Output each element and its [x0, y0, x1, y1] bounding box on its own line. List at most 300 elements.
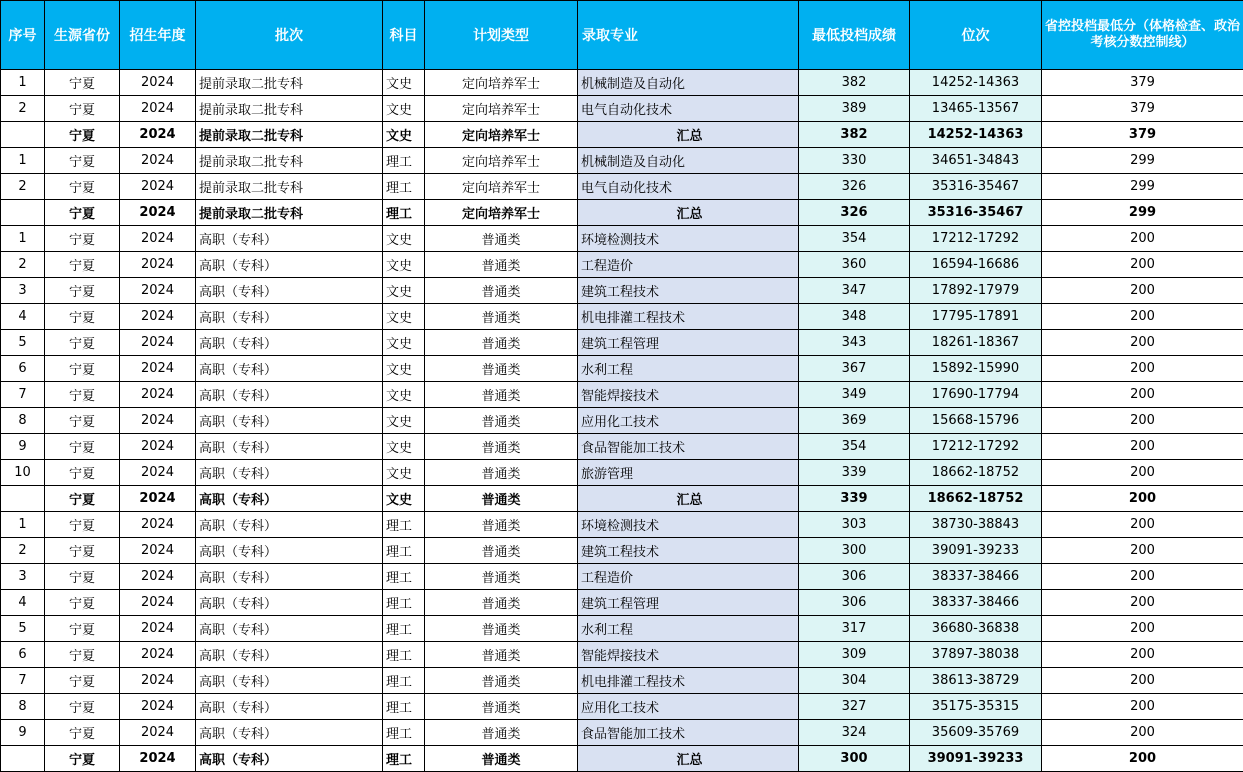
cell-subject[interactable]: 文史: [383, 356, 425, 382]
cell-control-line[interactable]: 200: [1042, 590, 1243, 616]
cell-major[interactable]: 旅游管理: [578, 460, 799, 486]
cell-seq[interactable]: 3: [1, 564, 45, 590]
cell-major[interactable]: 建筑工程技术: [578, 538, 799, 564]
cell-batch[interactable]: 提前录取二批专科: [196, 122, 383, 148]
cell-control-line[interactable]: 200: [1042, 746, 1243, 772]
cell-min-score[interactable]: 324: [799, 720, 910, 746]
table-row: [1, 590, 1243, 616]
cell-plan-type[interactable]: 普通类: [425, 564, 578, 590]
cell-province[interactable]: 宁夏: [45, 460, 120, 486]
cell-year[interactable]: 2024: [120, 694, 196, 720]
cell-control-line[interactable]: 299: [1042, 148, 1243, 174]
cell-subject[interactable]: 文史: [383, 226, 425, 252]
cell-min-score[interactable]: 306: [799, 564, 910, 590]
cell-rank[interactable]: 17212-17292: [910, 434, 1042, 460]
cell-year[interactable]: 2024: [120, 642, 196, 668]
cell-batch[interactable]: 高职（专科）: [196, 694, 383, 720]
cell-min-score[interactable]: 330: [799, 148, 910, 174]
cell-province[interactable]: 宁夏: [45, 434, 120, 460]
cell-province[interactable]: 宁夏: [45, 590, 120, 616]
cell-min-score[interactable]: 309: [799, 642, 910, 668]
cell-plan-type[interactable]: 普通类: [425, 226, 578, 252]
header-control-line[interactable]: 省控投档最低分（体格检查、政治考核分数控制线）: [1042, 1, 1243, 70]
cell-control-line[interactable]: 200: [1042, 382, 1243, 408]
cell-control-line[interactable]: 200: [1042, 460, 1243, 486]
cell-year[interactable]: 2024: [120, 304, 196, 330]
cell-year[interactable]: 2024: [120, 434, 196, 460]
cell-seq[interactable]: [1, 122, 45, 148]
cell-year[interactable]: 2024: [120, 174, 196, 200]
cell-seq[interactable]: 6: [1, 642, 45, 668]
cell-year[interactable]: 2024: [120, 720, 196, 746]
cell-batch[interactable]: 高职（专科）: [196, 304, 383, 330]
cell-province[interactable]: 宁夏: [45, 122, 120, 148]
cell-subject[interactable]: 文史: [383, 434, 425, 460]
cell-year[interactable]: 2024: [120, 486, 196, 512]
cell-control-line[interactable]: 200: [1042, 538, 1243, 564]
cell-province[interactable]: 宁夏: [45, 668, 120, 694]
cell-rank[interactable]: 15892-15990: [910, 356, 1042, 382]
cell-rank[interactable]: 17795-17891: [910, 304, 1042, 330]
cell-min-score[interactable]: 389: [799, 96, 910, 122]
cell-year[interactable]: 2024: [120, 746, 196, 772]
cell-subject[interactable]: 理工: [383, 616, 425, 642]
cell-batch[interactable]: 高职（专科）: [196, 382, 383, 408]
cell-control-line[interactable]: 200: [1042, 512, 1243, 538]
cell-plan-type[interactable]: 普通类: [425, 642, 578, 668]
cell-plan-type[interactable]: 普通类: [425, 616, 578, 642]
cell-seq[interactable]: 7: [1, 382, 45, 408]
table-row: [1, 564, 1243, 590]
cell-control-line[interactable]: 200: [1042, 694, 1243, 720]
cell-subject[interactable]: 文史: [383, 96, 425, 122]
cell-province[interactable]: 宁夏: [45, 252, 120, 278]
cell-year[interactable]: 2024: [120, 616, 196, 642]
cell-province[interactable]: 宁夏: [45, 512, 120, 538]
cell-seq[interactable]: 9: [1, 434, 45, 460]
cell-control-line[interactable]: 200: [1042, 486, 1243, 512]
cell-seq[interactable]: 1: [1, 148, 45, 174]
cell-major[interactable]: 环境检测技术: [578, 226, 799, 252]
cell-year[interactable]: 2024: [120, 382, 196, 408]
cell-control-line[interactable]: 200: [1042, 564, 1243, 590]
cell-control-line[interactable]: 200: [1042, 356, 1243, 382]
cell-rank[interactable]: 35609-35769: [910, 720, 1042, 746]
table-row: [1, 460, 1243, 486]
header-major[interactable]: 录取专业: [578, 1, 799, 70]
cell-major[interactable]: 工程造价: [578, 564, 799, 590]
cell-min-score[interactable]: 348: [799, 304, 910, 330]
cell-major[interactable]: 机械制造及自动化: [578, 70, 799, 96]
cell-subject[interactable]: 理工: [383, 538, 425, 564]
cell-province[interactable]: 宁夏: [45, 642, 120, 668]
header-rank[interactable]: 位次: [910, 1, 1042, 70]
cell-control-line[interactable]: 200: [1042, 408, 1243, 434]
table-row: [1, 720, 1243, 746]
cell-min-score[interactable]: 367: [799, 356, 910, 382]
cell-province[interactable]: 宁夏: [45, 616, 120, 642]
cell-batch[interactable]: 高职（专科）: [196, 538, 383, 564]
cell-rank[interactable]: 17892-17979: [910, 278, 1042, 304]
cell-subject[interactable]: 文史: [383, 486, 425, 512]
cell-major[interactable]: 汇总: [578, 746, 799, 772]
cell-seq[interactable]: 2: [1, 538, 45, 564]
cell-min-score[interactable]: 339: [799, 460, 910, 486]
cell-major[interactable]: 水利工程: [578, 356, 799, 382]
cell-plan-type[interactable]: 普通类: [425, 720, 578, 746]
cell-year[interactable]: 2024: [120, 226, 196, 252]
cell-plan-type[interactable]: 定向培养军士: [425, 148, 578, 174]
cell-subject[interactable]: 文史: [383, 278, 425, 304]
table-body: [1, 70, 1243, 772]
cell-seq[interactable]: 10: [1, 460, 45, 486]
cell-plan-type[interactable]: 普通类: [425, 590, 578, 616]
cell-min-score[interactable]: 300: [799, 746, 910, 772]
cell-control-line[interactable]: 379: [1042, 70, 1243, 96]
cell-major[interactable]: 智能焊接技术: [578, 642, 799, 668]
cell-year[interactable]: 2024: [120, 512, 196, 538]
table-row: [1, 538, 1243, 564]
cell-year[interactable]: 2024: [120, 330, 196, 356]
cell-major[interactable]: 应用化工技术: [578, 694, 799, 720]
cell-province[interactable]: 宁夏: [45, 538, 120, 564]
cell-year[interactable]: 2024: [120, 148, 196, 174]
cell-subject[interactable]: 文史: [383, 382, 425, 408]
cell-seq[interactable]: 4: [1, 590, 45, 616]
cell-rank[interactable]: 35316-35467: [910, 174, 1042, 200]
cell-min-score[interactable]: 300: [799, 538, 910, 564]
header-province[interactable]: 生源省份: [45, 1, 120, 70]
cell-subject[interactable]: 文史: [383, 330, 425, 356]
cell-batch[interactable]: 高职（专科）: [196, 746, 383, 772]
cell-province[interactable]: 宁夏: [45, 148, 120, 174]
cell-control-line[interactable]: 200: [1042, 252, 1243, 278]
cell-batch[interactable]: 提前录取二批专科: [196, 200, 383, 226]
cell-batch[interactable]: 高职（专科）: [196, 226, 383, 252]
cell-subject[interactable]: 理工: [383, 694, 425, 720]
cell-seq[interactable]: 8: [1, 408, 45, 434]
cell-batch[interactable]: 提前录取二批专科: [196, 96, 383, 122]
cell-major[interactable]: 机电排灌工程技术: [578, 304, 799, 330]
cell-plan-type[interactable]: 普通类: [425, 746, 578, 772]
cell-seq[interactable]: [1, 486, 45, 512]
cell-major[interactable]: 食品智能加工技术: [578, 434, 799, 460]
cell-year[interactable]: 2024: [120, 668, 196, 694]
cell-control-line[interactable]: 200: [1042, 668, 1243, 694]
cell-rank[interactable]: 38730-38843: [910, 512, 1042, 538]
cell-subject[interactable]: 文史: [383, 408, 425, 434]
cell-min-score[interactable]: 326: [799, 174, 910, 200]
cell-rank[interactable]: 15668-15796: [910, 408, 1042, 434]
header-batch[interactable]: 批次: [196, 1, 383, 70]
cell-min-score[interactable]: 343: [799, 330, 910, 356]
cell-subject[interactable]: 文史: [383, 304, 425, 330]
cell-province[interactable]: 宁夏: [45, 70, 120, 96]
cell-min-score[interactable]: 326: [799, 200, 910, 226]
cell-year[interactable]: 2024: [120, 564, 196, 590]
cell-min-score[interactable]: 303: [799, 512, 910, 538]
cell-min-score[interactable]: 327: [799, 694, 910, 720]
cell-province[interactable]: 宁夏: [45, 408, 120, 434]
cell-batch[interactable]: 高职（专科）: [196, 330, 383, 356]
cell-rank[interactable]: 14252-14363: [910, 70, 1042, 96]
cell-batch[interactable]: 高职（专科）: [196, 512, 383, 538]
table-row: [1, 408, 1243, 434]
cell-subject[interactable]: 文史: [383, 252, 425, 278]
cell-plan-type[interactable]: 普通类: [425, 356, 578, 382]
cell-subject[interactable]: 理工: [383, 720, 425, 746]
cell-major[interactable]: 水利工程: [578, 616, 799, 642]
cell-major[interactable]: 建筑工程管理: [578, 590, 799, 616]
cell-seq[interactable]: 1: [1, 70, 45, 96]
cell-province[interactable]: 宁夏: [45, 382, 120, 408]
cell-batch[interactable]: 高职（专科）: [196, 408, 383, 434]
cell-seq[interactable]: 2: [1, 174, 45, 200]
cell-seq[interactable]: 9: [1, 720, 45, 746]
cell-batch[interactable]: 提前录取二批专科: [196, 174, 383, 200]
cell-min-score[interactable]: 354: [799, 226, 910, 252]
cell-rank[interactable]: 17212-17292: [910, 226, 1042, 252]
table-row: [1, 304, 1243, 330]
cell-province[interactable]: 宁夏: [45, 564, 120, 590]
cell-year[interactable]: 2024: [120, 70, 196, 96]
cell-province[interactable]: 宁夏: [45, 96, 120, 122]
cell-min-score[interactable]: 304: [799, 668, 910, 694]
cell-major[interactable]: 机电排灌工程技术: [578, 668, 799, 694]
cell-year[interactable]: 2024: [120, 356, 196, 382]
cell-control-line[interactable]: 379: [1042, 122, 1243, 148]
cell-rank[interactable]: 16594-16686: [910, 252, 1042, 278]
cell-seq[interactable]: 1: [1, 512, 45, 538]
cell-year[interactable]: 2024: [120, 590, 196, 616]
cell-subject[interactable]: 理工: [383, 746, 425, 772]
cell-batch[interactable]: 高职（专科）: [196, 616, 383, 642]
cell-min-score[interactable]: 360: [799, 252, 910, 278]
cell-plan-type[interactable]: 普通类: [425, 252, 578, 278]
cell-major[interactable]: 环境检测技术: [578, 512, 799, 538]
cell-batch[interactable]: 提前录取二批专科: [196, 148, 383, 174]
cell-seq[interactable]: 3: [1, 278, 45, 304]
cell-min-score[interactable]: 347: [799, 278, 910, 304]
header-year[interactable]: 招生年度: [120, 1, 196, 70]
cell-batch[interactable]: 高职（专科）: [196, 590, 383, 616]
cell-year[interactable]: 2024: [120, 96, 196, 122]
cell-min-score[interactable]: 306: [799, 590, 910, 616]
cell-province[interactable]: 宁夏: [45, 694, 120, 720]
table-row: [1, 668, 1243, 694]
header-min-score[interactable]: 最低投档成绩: [799, 1, 910, 70]
cell-subject[interactable]: 理工: [383, 668, 425, 694]
cell-control-line[interactable]: 379: [1042, 96, 1243, 122]
cell-seq[interactable]: 4: [1, 304, 45, 330]
cell-plan-type[interactable]: 普通类: [425, 694, 578, 720]
cell-year[interactable]: 2024: [120, 538, 196, 564]
summary-row: [1, 122, 1243, 148]
cell-major[interactable]: 应用化工技术: [578, 408, 799, 434]
cell-subject[interactable]: 理工: [383, 174, 425, 200]
cell-province[interactable]: 宁夏: [45, 486, 120, 512]
cell-subject[interactable]: 理工: [383, 590, 425, 616]
cell-major[interactable]: 汇总: [578, 122, 799, 148]
cell-plan-type[interactable]: 普通类: [425, 538, 578, 564]
cell-control-line[interactable]: 200: [1042, 278, 1243, 304]
cell-batch[interactable]: 高职（专科）: [196, 486, 383, 512]
cell-rank[interactable]: 18261-18367: [910, 330, 1042, 356]
cell-subject[interactable]: 文史: [383, 70, 425, 96]
cell-min-score[interactable]: 349: [799, 382, 910, 408]
cell-plan-type[interactable]: 定向培养军士: [425, 96, 578, 122]
cell-control-line[interactable]: 299: [1042, 174, 1243, 200]
cell-subject[interactable]: 文史: [383, 122, 425, 148]
cell-batch[interactable]: 高职（专科）: [196, 564, 383, 590]
table-row: [1, 96, 1243, 122]
cell-rank[interactable]: 38337-38466: [910, 590, 1042, 616]
cell-province[interactable]: 宁夏: [45, 200, 120, 226]
cell-min-score[interactable]: 382: [799, 122, 910, 148]
cell-province[interactable]: 宁夏: [45, 746, 120, 772]
cell-year[interactable]: 2024: [120, 200, 196, 226]
cell-batch[interactable]: 高职（专科）: [196, 252, 383, 278]
cell-plan-type[interactable]: 普通类: [425, 668, 578, 694]
cell-major[interactable]: 建筑工程管理: [578, 330, 799, 356]
cell-major[interactable]: 工程造价: [578, 252, 799, 278]
cell-control-line[interactable]: 200: [1042, 330, 1243, 356]
cell-plan-type[interactable]: 普通类: [425, 460, 578, 486]
table-row: [1, 356, 1243, 382]
cell-plan-type[interactable]: 定向培养军士: [425, 200, 578, 226]
cell-subject[interactable]: 理工: [383, 512, 425, 538]
cell-rank[interactable]: 37897-38038: [910, 642, 1042, 668]
cell-control-line[interactable]: 200: [1042, 616, 1243, 642]
cell-batch[interactable]: 提前录取二批专科: [196, 70, 383, 96]
cell-seq[interactable]: 7: [1, 668, 45, 694]
cell-batch[interactable]: 高职（专科）: [196, 278, 383, 304]
cell-rank[interactable]: 35316-35467: [910, 200, 1042, 226]
cell-rank[interactable]: 36680-36838: [910, 616, 1042, 642]
cell-plan-type[interactable]: 普通类: [425, 434, 578, 460]
cell-province[interactable]: 宁夏: [45, 226, 120, 252]
cell-plan-type[interactable]: 普通类: [425, 330, 578, 356]
cell-rank[interactable]: 39091-39233: [910, 538, 1042, 564]
table-header: [1, 1, 1243, 70]
cell-subject[interactable]: 文史: [383, 460, 425, 486]
header-seq[interactable]: 序号: [1, 1, 45, 70]
cell-plan-type[interactable]: 普通类: [425, 304, 578, 330]
cell-seq[interactable]: 1: [1, 226, 45, 252]
cell-batch[interactable]: 高职（专科）: [196, 356, 383, 382]
table-row: [1, 616, 1243, 642]
cell-major[interactable]: 智能焊接技术: [578, 382, 799, 408]
cell-major[interactable]: 汇总: [578, 486, 799, 512]
cell-plan-type[interactable]: 定向培养军士: [425, 174, 578, 200]
header-subject[interactable]: 科目: [383, 1, 425, 70]
cell-seq[interactable]: 8: [1, 694, 45, 720]
cell-seq[interactable]: [1, 200, 45, 226]
cell-subject[interactable]: 理工: [383, 200, 425, 226]
cell-batch[interactable]: 高职（专科）: [196, 460, 383, 486]
cell-rank[interactable]: 39091-39233: [910, 746, 1042, 772]
cell-rank[interactable]: 38337-38466: [910, 564, 1042, 590]
cell-province[interactable]: 宁夏: [45, 330, 120, 356]
cell-seq[interactable]: 2: [1, 96, 45, 122]
cell-subject[interactable]: 理工: [383, 148, 425, 174]
cell-seq[interactable]: 5: [1, 330, 45, 356]
cell-control-line[interactable]: 200: [1042, 226, 1243, 252]
cell-year[interactable]: 2024: [120, 122, 196, 148]
cell-plan-type[interactable]: 普通类: [425, 486, 578, 512]
cell-rank[interactable]: 34651-34843: [910, 148, 1042, 174]
cell-seq[interactable]: [1, 746, 45, 772]
cell-min-score[interactable]: 382: [799, 70, 910, 96]
cell-rank[interactable]: 35175-35315: [910, 694, 1042, 720]
cell-batch[interactable]: 高职（专科）: [196, 668, 383, 694]
cell-control-line[interactable]: 200: [1042, 642, 1243, 668]
summary-row: [1, 486, 1243, 512]
table-row: [1, 278, 1243, 304]
cell-min-score[interactable]: 317: [799, 616, 910, 642]
cell-province[interactable]: 宁夏: [45, 720, 120, 746]
cell-plan-type[interactable]: 普通类: [425, 278, 578, 304]
cell-rank[interactable]: 14252-14363: [910, 122, 1042, 148]
cell-batch[interactable]: 高职（专科）: [196, 434, 383, 460]
cell-rank[interactable]: 18662-18752: [910, 460, 1042, 486]
cell-seq[interactable]: 6: [1, 356, 45, 382]
cell-seq[interactable]: 5: [1, 616, 45, 642]
cell-plan-type[interactable]: 定向培养军士: [425, 122, 578, 148]
cell-major[interactable]: 建筑工程技术: [578, 278, 799, 304]
cell-major[interactable]: 电气自动化技术: [578, 96, 799, 122]
table-row: [1, 512, 1243, 538]
header-plan-type[interactable]: 计划类型: [425, 1, 578, 70]
cell-year[interactable]: 2024: [120, 278, 196, 304]
cell-seq[interactable]: 2: [1, 252, 45, 278]
cell-batch[interactable]: 高职（专科）: [196, 642, 383, 668]
cell-rank[interactable]: 18662-18752: [910, 486, 1042, 512]
cell-plan-type[interactable]: 普通类: [425, 382, 578, 408]
cell-control-line[interactable]: 299: [1042, 200, 1243, 226]
cell-year[interactable]: 2024: [120, 460, 196, 486]
cell-province[interactable]: 宁夏: [45, 304, 120, 330]
cell-plan-type[interactable]: 普通类: [425, 408, 578, 434]
cell-province[interactable]: 宁夏: [45, 174, 120, 200]
table-row: [1, 694, 1243, 720]
cell-rank[interactable]: 17690-17794: [910, 382, 1042, 408]
cell-major[interactable]: 食品智能加工技术: [578, 720, 799, 746]
cell-province[interactable]: 宁夏: [45, 278, 120, 304]
cell-major[interactable]: 机械制造及自动化: [578, 148, 799, 174]
cell-min-score[interactable]: 354: [799, 434, 910, 460]
cell-major[interactable]: 汇总: [578, 200, 799, 226]
cell-min-score[interactable]: 339: [799, 486, 910, 512]
cell-plan-type[interactable]: 普通类: [425, 512, 578, 538]
cell-control-line[interactable]: 200: [1042, 304, 1243, 330]
cell-year[interactable]: 2024: [120, 252, 196, 278]
cell-province[interactable]: 宁夏: [45, 356, 120, 382]
cell-year[interactable]: 2024: [120, 408, 196, 434]
cell-control-line[interactable]: 200: [1042, 720, 1243, 746]
cell-control-line[interactable]: 200: [1042, 434, 1243, 460]
cell-rank[interactable]: 38613-38729: [910, 668, 1042, 694]
cell-rank[interactable]: 13465-13567: [910, 96, 1042, 122]
cell-subject[interactable]: 理工: [383, 564, 425, 590]
cell-min-score[interactable]: 369: [799, 408, 910, 434]
cell-subject[interactable]: 理工: [383, 642, 425, 668]
table-row: [1, 642, 1243, 668]
cell-plan-type[interactable]: 定向培养军士: [425, 70, 578, 96]
cell-batch[interactable]: 高职（专科）: [196, 720, 383, 746]
table-row: [1, 330, 1243, 356]
cell-major[interactable]: 电气自动化技术: [578, 174, 799, 200]
